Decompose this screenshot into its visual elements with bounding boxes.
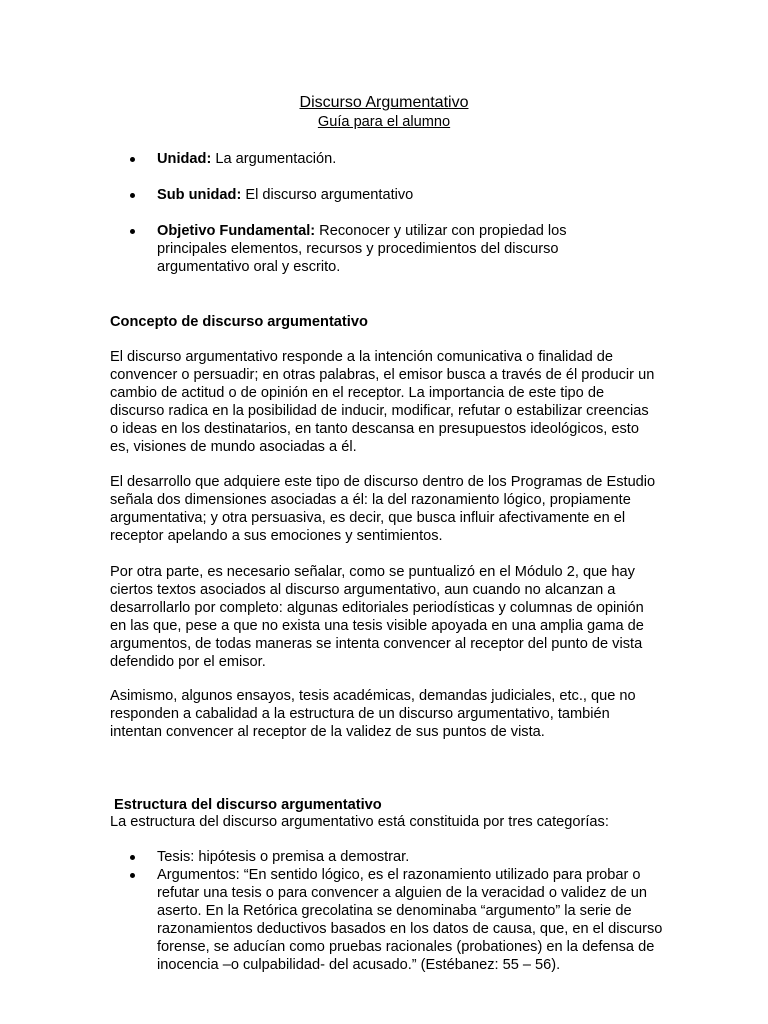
list-item-text: Tesis: hipótesis o premisa a demostrar. <box>157 849 410 865</box>
bullet-icon <box>130 193 135 198</box>
section-heading-concepto: Concepto de discurso argumentativo <box>110 314 368 330</box>
list-item-argumentos <box>130 866 670 974</box>
bullet-icon <box>130 157 135 162</box>
meta-item-unidad <box>130 150 630 168</box>
bullet-icon <box>130 873 135 878</box>
section-intro: La estructura del discurso argumentativo está constituida por tres categorías: <box>110 814 609 830</box>
paragraph: Por otra parte, es necesario señalar, como se puntualizó en el Módulo 2, que hay ciertos textos asociados al discurso argumentativo, aun cuando no alcanzan a desarrollarlo por completo: algunas editoriales periodísticas y columnas de opinión en las que, pese a que no exista una tesis visible apoyada en una amplia gama de argumentos, de todas maneras se intenta convencer al receptor del punto de vista defendido por el emisor. <box>110 564 644 670</box>
paragraph: El discurso argumentativo responde a la intención comunicativa o finalidad de convencer o persuadir; en otras palabras, el emisor busca a través de él producir un cambio de actitud o de opinión en el receptor. La importancia de este tipo de discurso radica en la posibilidad de inducir, modificar, refutar o estabilizar creencias o ideas en los destinatarios, en tanto descansa en presupuestos ideológicos, esto es, visiones de mundo asociadas a él. <box>110 349 655 455</box>
meta-item-objetivo <box>130 222 630 276</box>
list-item-text: Argumentos: “En sentido lógico, es el razonamiento utilizado para probar o refutar una tesis o para convencer a alguien de la veracidad o validez de un aserto. En la Retórica grecolatina se denominaba “argumento” la serie de razonamientos deductivos basados en los datos de causa, que, en el discurso forense, se aducían como pruebas racionales (probationes) en la defensa de inocencia –o culpabilidad- del acusado.” (Estébanez: 55 – 56). <box>157 867 663 973</box>
meta-item-subunidad <box>130 186 630 204</box>
meta-list <box>130 150 630 294</box>
meta-text: La argumentación. <box>211 151 337 167</box>
bullet-icon <box>130 229 135 234</box>
list-item-tesis <box>130 848 670 866</box>
document-title: Discurso Argumentativo <box>299 94 469 111</box>
bullet-icon <box>130 855 135 860</box>
meta-label: Sub unidad: <box>157 187 242 203</box>
paragraph: Asimismo, algunos ensayos, tesis académicas, demandas judiciales, etc., que no responden a cabalidad a la estructura de un discurso argumentativo, también intentan convencer al receptor de la validez de sus puntos de vista. <box>110 688 636 740</box>
document-subtitle: Guía para el alumno <box>317 114 451 130</box>
meta-label: Unidad: <box>157 151 212 167</box>
structure-list <box>130 848 670 974</box>
paragraph: El desarrollo que adquiere este tipo de discurso dentro de los Programas de Estudio señala dos dimensiones asociadas a él: la del razonamiento lógico, propiamente argumentativa; y otra persuasiva, es decir, que busca influir afectivamente en el receptor apelando a sus emociones y sentimientos. <box>110 474 656 544</box>
meta-text: Reconocer y utilizar con propiedad los principales elementos, recursos y procedimientos del discurso argumentativo oral y escrito. <box>157 223 567 275</box>
meta-text: El discurso argumentativo <box>241 187 414 203</box>
meta-label: Objetivo Fundamental: <box>157 223 316 239</box>
section-heading-estructura: Estructura del discurso argumentativo <box>110 797 382 813</box>
